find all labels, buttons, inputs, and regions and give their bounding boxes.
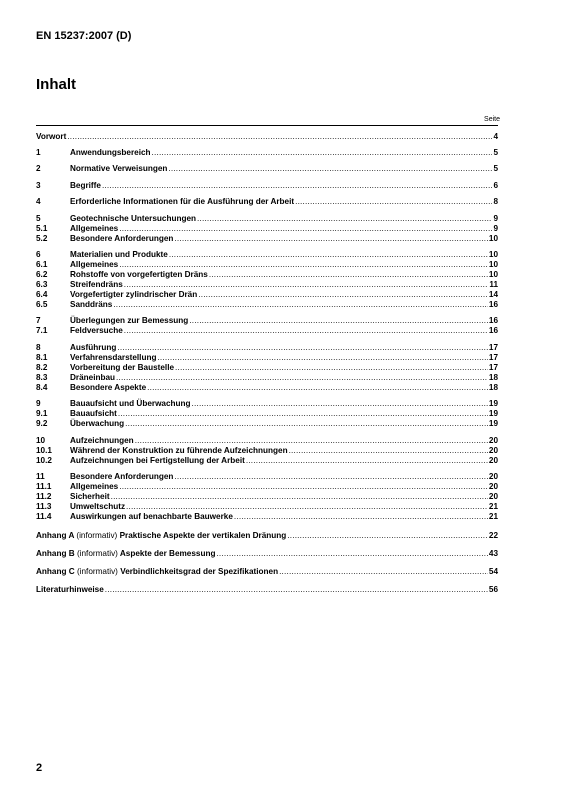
- toc-entry-page: 5: [493, 164, 498, 173]
- dot-leader: [189, 316, 488, 326]
- toc-entry-title: Ausführung: [70, 343, 117, 352]
- toc-entry[interactable]: [36, 214, 498, 224]
- toc-entry-page: 19: [488, 399, 498, 408]
- dot-leader: [287, 531, 488, 541]
- toc-entry-page: 11: [489, 280, 498, 289]
- toc-entry-title: Normative Verweisungen: [70, 164, 168, 173]
- dot-leader: [116, 373, 488, 383]
- dot-leader: [111, 492, 488, 502]
- toc-entry-title: Streifendräns: [70, 280, 123, 289]
- toc-entry-title: Besondere Anforderungen: [70, 472, 174, 481]
- toc-entry-title: Allgemeines: [70, 224, 119, 233]
- toc-entry[interactable]: [36, 197, 498, 207]
- toc-entry[interactable]: [36, 234, 498, 244]
- toc-entry-title: Bauaufsicht und Überwachung: [70, 399, 191, 408]
- toc-entry-title: Vorgefertigter zylindrischer Drän: [70, 290, 198, 299]
- dot-leader: [152, 148, 493, 158]
- annex-title: Verbindlichkeitsgrad der Spezifikationen: [120, 567, 279, 576]
- toc-entry-title: Literaturhinweise: [36, 585, 104, 594]
- toc-entry-title: Vorwort: [36, 132, 67, 141]
- dot-leader: [105, 585, 488, 595]
- toc-entry-title: Rohstoffe von vorgefertigten Dräns: [70, 270, 208, 279]
- toc-entry-page: 22: [488, 531, 498, 540]
- dot-leader: [117, 343, 488, 353]
- annex-label: Anhang A: [36, 531, 75, 540]
- toc-entry-page: 8: [493, 197, 498, 206]
- toc-entry-page: 18: [488, 383, 498, 392]
- toc-entry[interactable]: [36, 280, 498, 290]
- toc-entry-title: Allgemeines: [70, 482, 119, 491]
- annex-title: Aspekte der Bemessung: [119, 549, 216, 558]
- toc-entry[interactable]: [36, 373, 498, 383]
- toc-entry-page: 18: [488, 373, 498, 382]
- toc-entry-title: [36, 531, 286, 541]
- toc-entry[interactable]: [36, 300, 498, 310]
- annex-note: (informativ): [76, 531, 118, 540]
- dot-leader: [174, 472, 487, 482]
- toc-entry-number: 4: [36, 197, 41, 206]
- toc-entry-page: 4: [493, 132, 498, 141]
- page-number: 2: [36, 762, 43, 774]
- toc-entry-title: [36, 549, 215, 559]
- toc-entry-number: 9.2: [36, 419, 48, 428]
- toc-entry-page: 17: [488, 353, 498, 362]
- toc-entry-title: Besondere Anforderungen: [70, 234, 174, 243]
- toc-entry-number: 10.2: [36, 456, 52, 465]
- toc-entry[interactable]: [36, 409, 498, 419]
- toc-entry[interactable]: [36, 383, 498, 393]
- dot-leader: [295, 197, 492, 207]
- toc-entry-title: Umweltschutz: [70, 502, 126, 511]
- dot-leader: [192, 399, 488, 409]
- toc-entry-title: Während der Konstruktion zu führende Aufzeichnungen: [70, 446, 288, 455]
- toc-entry-number: 6.2: [36, 270, 48, 279]
- toc-entry-title: Überwachung: [70, 419, 125, 428]
- toc-entry[interactable]: [36, 446, 498, 456]
- toc-entry[interactable]: [36, 482, 498, 492]
- annex-label: Anhang C: [36, 567, 75, 576]
- toc-entry-number: 5.1: [36, 224, 48, 233]
- toc-entry[interactable]: [36, 224, 498, 234]
- dot-leader: [113, 300, 488, 310]
- toc-entry-number: 7: [36, 316, 41, 325]
- toc-entry-title: Besondere Aspekte: [70, 383, 147, 392]
- dot-leader: [157, 353, 487, 363]
- toc-entry[interactable]: [36, 164, 498, 174]
- toc-entry-page: 16: [488, 300, 498, 309]
- dot-leader: [147, 383, 488, 393]
- toc-entry[interactable]: [36, 343, 498, 353]
- toc-entry-number: 2: [36, 164, 41, 173]
- toc-entry-page: 21: [488, 502, 498, 511]
- toc-entry-page: 20: [488, 456, 498, 465]
- dot-leader: [246, 456, 488, 466]
- toc-entry-number: 6.3: [36, 280, 48, 289]
- toc-entry-number: 6.5: [36, 300, 48, 309]
- toc-entry-number: 8: [36, 343, 41, 352]
- annex-note: (informativ): [76, 549, 118, 558]
- dot-leader: [169, 250, 488, 260]
- dot-leader: [234, 512, 488, 522]
- toc-entry[interactable]: [36, 326, 498, 336]
- toc-entry-number: 9.1: [36, 409, 48, 418]
- toc-entry-title: Geotechnische Untersuchungen: [70, 214, 197, 223]
- toc-entry[interactable]: [36, 250, 498, 260]
- toc-entry[interactable]: [36, 585, 498, 595]
- toc-entry[interactable]: [36, 353, 498, 363]
- toc-entry-page: 10: [488, 270, 498, 279]
- toc-entry[interactable]: [36, 316, 498, 326]
- toc-entry-number: 11: [36, 472, 45, 481]
- toc-entry[interactable]: [36, 492, 498, 502]
- toc-entry-page: 10: [488, 250, 498, 259]
- toc-entry-page: 10: [488, 234, 498, 243]
- dot-leader: [174, 234, 487, 244]
- toc-entry[interactable]: [36, 567, 498, 577]
- dot-leader: [198, 290, 488, 300]
- toc-entry-page: 9: [493, 214, 498, 223]
- toc-entry[interactable]: [36, 549, 498, 559]
- toc-entry-title: Sicherheit: [70, 492, 110, 501]
- dot-leader: [67, 132, 492, 142]
- annex-title: Praktische Aspekte der vertikalen Dränung: [119, 531, 287, 540]
- toc-entry-title: Vorbereitung der Baustelle: [70, 363, 175, 372]
- dot-leader: [279, 567, 488, 577]
- dot-leader: [118, 409, 488, 419]
- dot-leader: [102, 181, 493, 191]
- annex-note: (informativ): [76, 567, 118, 576]
- toc-entry-title: Bauaufsicht: [70, 409, 117, 418]
- dot-leader: [124, 280, 489, 290]
- toc-entry[interactable]: [36, 260, 498, 270]
- toc-entry[interactable]: [36, 399, 498, 409]
- toc-entry-number: 8.4: [36, 383, 48, 392]
- toc-entry-page: 20: [488, 446, 498, 455]
- dot-leader: [126, 502, 488, 512]
- toc-entry-number: 3: [36, 181, 41, 190]
- toc-entry[interactable]: [36, 531, 498, 541]
- toc-entry-page: 17: [488, 363, 498, 372]
- toc-entry-title: Dräneinbau: [70, 373, 116, 382]
- dot-leader: [119, 224, 492, 234]
- toc-entry-page: 56: [488, 585, 498, 594]
- toc-entry-number: 8.1: [36, 353, 48, 362]
- toc-entry-title: Verfahrensdarstellung: [70, 353, 157, 362]
- toc-entry-number: 6: [36, 250, 41, 259]
- toc-entry-page: 43: [488, 549, 498, 558]
- toc-entry-number: 10: [36, 436, 46, 445]
- dot-leader: [119, 260, 488, 270]
- toc-entry-number: 11.2: [36, 492, 52, 501]
- toc-entry-title: Aufzeichnungen: [70, 436, 134, 445]
- toc-entry-number: 5.2: [36, 234, 48, 243]
- toc-entry-title: Materialien und Produkte: [70, 250, 168, 259]
- toc-entry-page: 17: [488, 343, 498, 352]
- dot-leader: [197, 214, 492, 224]
- toc-entry[interactable]: [36, 436, 498, 446]
- toc-entry[interactable]: [36, 181, 498, 191]
- toc-entry-page: 21: [488, 512, 498, 521]
- document-header: EN 15237:2007 (D): [36, 30, 132, 42]
- dot-leader: [216, 549, 487, 559]
- toc-entry-page: 20: [488, 472, 498, 481]
- dot-leader: [125, 419, 488, 429]
- toc-entry-page: 16: [488, 326, 498, 335]
- toc-entry-title: Sanddräns: [70, 300, 113, 309]
- toc-entry-title: [36, 567, 278, 577]
- toc-entry-number: 1: [36, 148, 41, 157]
- toc-entry-title: Aufzeichnungen bei Fertigstellung der Arbeit: [70, 456, 245, 465]
- toc-entry-number: 11.1: [36, 482, 52, 491]
- toc-entry-number: 7.1: [36, 326, 48, 335]
- page-title: Inhalt: [36, 76, 76, 93]
- toc-entry[interactable]: [36, 456, 498, 466]
- page-column-label: Seite: [484, 116, 500, 123]
- toc-entry-page: 20: [488, 482, 498, 491]
- dot-leader: [209, 270, 488, 280]
- toc-entry-page: 19: [488, 419, 498, 428]
- toc-entry-title: Überlegungen zur Bemessung: [70, 316, 189, 325]
- dot-leader: [289, 446, 488, 456]
- dot-leader: [119, 482, 488, 492]
- toc-entry-number: 11.3: [36, 502, 52, 511]
- toc-entry-title: Anwendungsbereich: [70, 148, 151, 157]
- toc-entry[interactable]: [36, 472, 498, 482]
- toc-entry-page: 20: [488, 436, 498, 445]
- toc-entry[interactable]: [36, 363, 498, 373]
- toc-entry-number: 8.2: [36, 363, 48, 372]
- toc-entry[interactable]: [36, 148, 498, 158]
- dot-leader: [124, 326, 488, 336]
- toc-entry-title: Erforderliche Informationen für die Ausführung der Arbeit: [70, 197, 295, 206]
- dot-leader: [168, 164, 492, 174]
- toc-entry-page: 5: [493, 148, 498, 157]
- toc-entry-number: 10.1: [36, 446, 52, 455]
- toc-entry-page: 20: [488, 492, 498, 501]
- toc-entry-page: 10: [488, 260, 498, 269]
- divider: [36, 125, 498, 126]
- toc-entry[interactable]: [36, 132, 498, 142]
- toc-entry-page: 9: [493, 224, 498, 233]
- dot-leader: [135, 436, 488, 446]
- toc-entry-number: 9: [36, 399, 41, 408]
- toc-entry-number: 5: [36, 214, 41, 223]
- toc-entry-page: 16: [488, 316, 498, 325]
- toc-entry-title: Begriffe: [70, 181, 101, 190]
- dot-leader: [175, 363, 488, 373]
- toc-entry-page: 54: [488, 567, 498, 576]
- toc-entry-page: 6: [493, 181, 498, 190]
- toc-entry[interactable]: [36, 502, 498, 512]
- toc-entry[interactable]: [36, 290, 498, 300]
- toc-entry-title: Feldversuche: [70, 326, 123, 335]
- toc-entry-number: 8.3: [36, 373, 48, 382]
- toc-entry-number: 6.1: [36, 260, 48, 269]
- toc-entry-number: 6.4: [36, 290, 48, 299]
- toc-entry[interactable]: [36, 512, 498, 522]
- toc-entry-page: 19: [488, 409, 498, 418]
- annex-label: Anhang B: [36, 549, 75, 558]
- toc-entry-title: Allgemeines: [70, 260, 119, 269]
- toc-entry-title: Auswirkungen auf benachbarte Bauwerke: [70, 512, 233, 521]
- toc-entry-number: 11.4: [36, 512, 52, 521]
- toc-entry-page: 14: [488, 290, 498, 299]
- toc-entry[interactable]: [36, 270, 498, 280]
- toc-entry[interactable]: [36, 419, 498, 429]
